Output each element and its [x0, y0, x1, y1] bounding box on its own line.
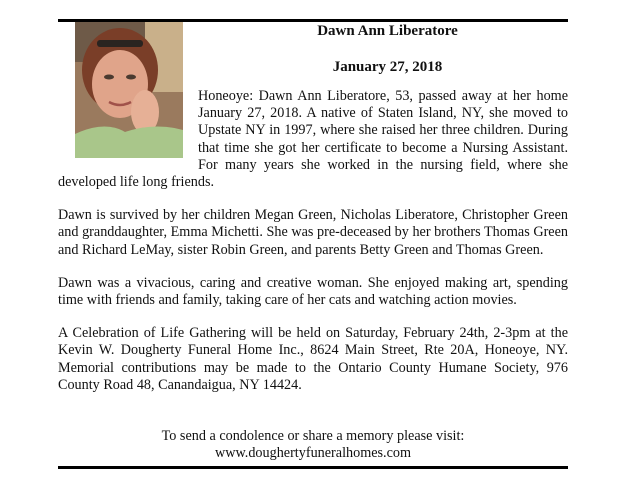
bottom-divider	[58, 466, 568, 469]
paragraph-biography: Honeoye: Dawn Ann Liberatore, 53, passed away at her home January 27, 2018. A native of Staten Island, NY, she moved to Upstate NY in 1997, where she raised her three children. During that time she got her certificate to become a Nursing Assistant. For many years she worked in the nursing field, where she developed life long friends.	[58, 88, 568, 191]
death-date: January 27, 2018	[332, 59, 443, 75]
paragraph-services: A Celebration of Life Gathering will be held on Saturday, February 24th, 2-3pm at the Kevin W. Dougherty Funeral Home Inc., 8624 Main Street, Rte 20A, Honeoye, NY. Memorial contributions may be made to the Ontario County Humane Society, 976 County Road 48, Canandaigua, NY 14424.	[58, 325, 568, 393]
paragraph-survivors: Dawn is survived by her children Megan Green, Nicholas Liberatore, Christopher Green and granddaughter, Emma Michetti. She was pre-deceased by her brothers Thomas Green and Richard LeMay, sister Robin Green, and parents Betty Green and Thomas Green.	[58, 207, 568, 258]
paragraph-personality: Dawn was a vivacious, caring and creative woman. She enjoyed making art, spending time with friends and family, taking care of her cats and watching action movies.	[58, 274, 568, 309]
obituary-body	[58, 88, 568, 410]
decedent-name: Dawn Ann Liberatore	[317, 23, 458, 39]
condolence-text: To send a condolence or share a memory please visit:	[161, 428, 465, 444]
photo-wrap-spacer	[58, 88, 198, 173]
condolence-note	[58, 428, 568, 462]
funeral-home-website[interactable]: www.doughertyfuneralhomes.com	[214, 445, 412, 461]
